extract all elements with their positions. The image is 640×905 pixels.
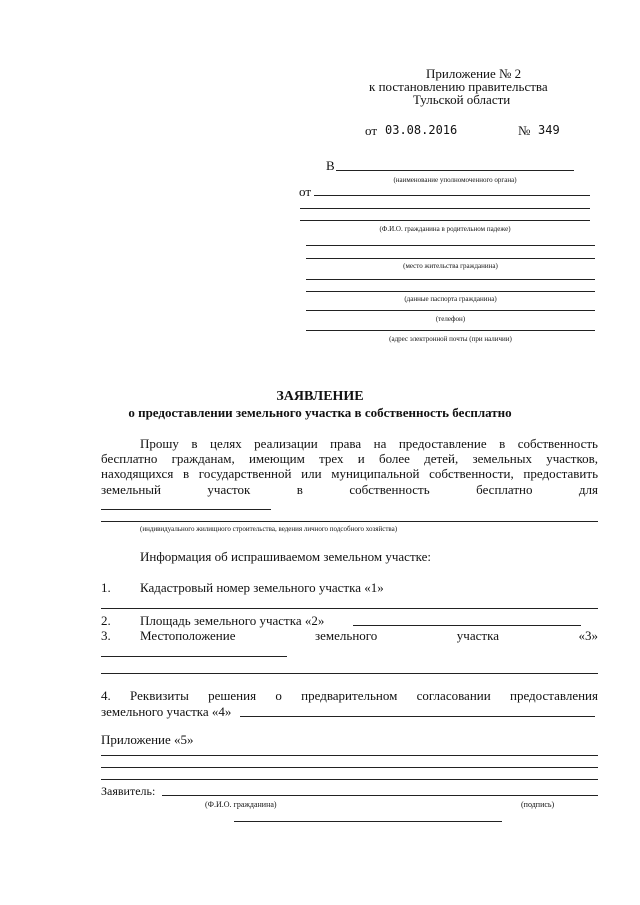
date-label: от — [365, 123, 378, 138]
item-1-number: 1. — [101, 580, 111, 595]
item-4-line-1: 4. Реквизиты решения о предварительном согласовании предоставления — [101, 688, 598, 703]
from-prefix: от — [299, 184, 312, 199]
document-subtitle: о предоставлении земельного участка в собственность бесплатно — [128, 405, 512, 420]
citizen-name-line-2[interactable] — [300, 208, 590, 209]
purpose-line-2[interactable] — [101, 521, 598, 522]
passport-line-2[interactable] — [306, 291, 595, 292]
location-line-2[interactable] — [101, 673, 598, 674]
residence-caption: (место жительства гражданина) — [403, 262, 498, 270]
email-line[interactable] — [306, 330, 595, 331]
residence-line-2[interactable] — [306, 258, 595, 259]
passport-line-1[interactable] — [306, 279, 595, 280]
email-caption: (адрес электронной почты (при наличии) — [389, 335, 512, 343]
resolution-date: 03.08.2016 — [385, 123, 458, 137]
applicant-label: Заявитель: — [101, 784, 156, 798]
applicant-signature-line[interactable] — [162, 795, 598, 796]
appendix-title: Приложение № 2 — [426, 66, 522, 81]
location-line-1[interactable] — [101, 656, 287, 657]
resolution-number: 349 — [538, 123, 560, 137]
item-1-label: Кадастровый номер земельного участка «1» — [140, 580, 384, 595]
to-prefix: В — [326, 158, 335, 173]
request-line-4: земельный участок в собственность бесплатно для — [101, 482, 598, 497]
citizen-name-line-1[interactable] — [314, 195, 590, 196]
item-3-number: 3. — [101, 628, 111, 643]
info-heading: Информация об испрашиваемом земельном участке: — [140, 549, 432, 564]
request-line-1: Прошу в целях реализации права на предоставление в собственность — [140, 436, 598, 451]
authority-field-line[interactable] — [336, 170, 574, 171]
item-3-label: Местоположение земельного участка «3» — [140, 628, 598, 643]
cadastral-number-line[interactable] — [101, 608, 598, 609]
phone-line[interactable] — [306, 310, 595, 311]
attachment-line-3[interactable] — [101, 779, 598, 780]
signature-caption: (подпись) — [521, 800, 555, 809]
document-title: ЗАЯВЛЕНИЕ — [276, 389, 364, 404]
purpose-line-1[interactable] — [101, 509, 271, 510]
region-name: Тульской области — [413, 92, 511, 107]
request-line-3: находящихся в государственной или муниципальной собственности, предоставить — [101, 466, 598, 481]
phone-caption: (телефон) — [435, 315, 466, 323]
item-4-line-2: земельного участка «4» — [101, 704, 232, 719]
area-line[interactable] — [353, 625, 581, 626]
attachment-line-1[interactable] — [101, 755, 598, 756]
decision-details-line[interactable] — [240, 716, 595, 717]
item-2-number: 2. — [101, 613, 111, 628]
bottom-rule — [234, 821, 502, 822]
residence-line-1[interactable] — [306, 245, 595, 246]
citizen-name-caption: (Ф.И.О. гражданина в родительном падеже) — [379, 225, 511, 233]
resolution-ref: к постановлению правительства — [369, 79, 548, 94]
attachment-line-2[interactable] — [101, 767, 598, 768]
number-label: № — [518, 123, 531, 138]
request-line-2: бесплатно гражданам, имеющим трех и более детей, земельных участков, — [101, 451, 598, 466]
authority-caption: (наименование уполномоченного органа) — [393, 176, 517, 184]
attachment-label: Приложение «5» — [101, 732, 194, 747]
fio-caption: (Ф.И.О. гражданина) — [205, 800, 277, 809]
purpose-caption: (индивидуального жилищного строительства, ведения личного подсобного хозяйства) — [140, 525, 398, 533]
item-2-label: Площадь земельного участка «2» — [140, 613, 325, 628]
passport-caption: (данные паспорта гражданина) — [404, 295, 497, 303]
citizen-name-line-3[interactable] — [300, 220, 590, 221]
